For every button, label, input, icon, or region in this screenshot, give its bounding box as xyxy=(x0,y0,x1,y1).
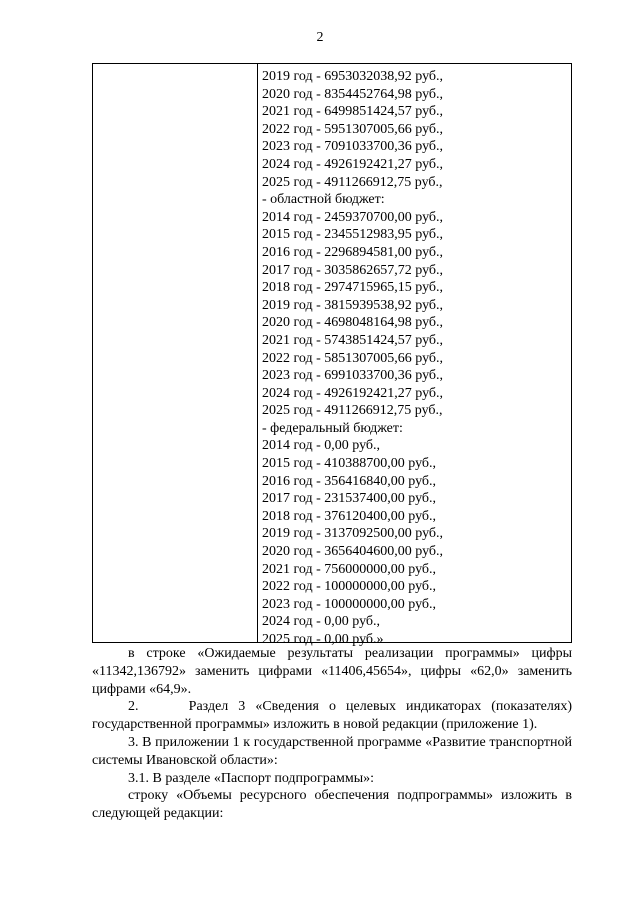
table-line: 2015 год - 410388700,00 руб., xyxy=(262,456,437,472)
body-text xyxy=(92,645,572,823)
table-line: 2025 год - 4911266912,75 руб., xyxy=(262,174,443,190)
funding-table xyxy=(92,63,572,647)
table-line: 2024 год - 0,00 руб., xyxy=(262,614,381,630)
table-line: 2022 год - 5851307005,66 руб., xyxy=(262,350,444,366)
table-line: 2017 год - 3035862657,72 руб., xyxy=(262,262,444,278)
table-line: 2022 год - 5951307005,66 руб., xyxy=(262,121,444,137)
table-line: 2016 год - 2296894581,00 руб., xyxy=(262,244,444,260)
table-right-cell xyxy=(258,64,571,647)
table-line: 2016 год - 356416840,00 руб., xyxy=(262,473,437,489)
page-number: 2 xyxy=(316,30,324,45)
table-line: 2018 год - 376120400,00 руб., xyxy=(262,508,437,524)
table-line: 2019 год - 6953032038,92 руб., xyxy=(262,69,444,84)
table-line: 2019 год - 3137092500,00 руб., xyxy=(262,526,444,542)
table-line: 2014 год - 0,00 руб., xyxy=(262,438,381,454)
table-line: 2018 год - 2974715965,15 руб., xyxy=(262,280,444,296)
table-line: 2025 год - 4911266912,75 руб., xyxy=(262,403,443,419)
table-line: - федеральный бюджет: xyxy=(262,420,403,436)
table-line: 2023 год - 6991033700,36 руб., xyxy=(262,368,444,384)
paragraph-section-3: 2. Раздел 3 «Сведения о целевых индикаторах (показателях) государственной программы» изложить в новой редакции (приложение 1). xyxy=(92,699,572,733)
table-line: 2015 год - 2345512983,95 руб., xyxy=(262,227,444,243)
paragraph-resource-row: строку «Объемы ресурсного обеспечения подпрограммы» изложить в следующей редакции: xyxy=(92,788,572,822)
table-line: 2020 год - 4698048164,98 руб., xyxy=(262,315,444,331)
table-line: 2021 год - 756000000,00 руб., xyxy=(262,561,437,577)
table-line: 2024 год - 4926192421,27 руб., xyxy=(262,156,444,172)
paragraph-passport-section: 3.1. В разделе «Паспорт подпрограммы»: xyxy=(128,770,375,786)
table-line: 2020 год - 8354452764,98 руб., xyxy=(262,86,444,102)
table-left-cell xyxy=(93,64,258,642)
paragraph-appendix-1: 3. В приложении 1 к государственной программе «Развитие транспортной системы Ивановской области»: xyxy=(92,734,572,768)
table-line: - областной бюджет: xyxy=(262,192,385,208)
table-line: 2024 год - 4926192421,27 руб., xyxy=(262,385,444,401)
table-line: 2023 год - 7091033700,36 руб., xyxy=(262,139,444,155)
table-line: 2014 год - 2459370700,00 руб., xyxy=(262,209,444,225)
paragraph-expected-results: в строке «Ожидаемые результаты реализации программы» цифры «11342,136792» заменить цифрами «11406,45654», цифры «62,0» заменить цифрами «64,9». xyxy=(92,646,572,697)
table-line: 2017 год - 231537400,00 руб., xyxy=(262,491,437,507)
table-line: 2021 год - 5743851424,57 руб., xyxy=(262,332,444,348)
table-line: 2025 год - 0,00 руб.» xyxy=(262,632,384,647)
table-line: 2023 год - 100000000,00 руб., xyxy=(262,596,437,612)
table-line: 2020 год - 3656404600,00 руб., xyxy=(262,544,444,560)
table-line: 2021 год - 6499851424,57 руб., xyxy=(262,104,444,120)
table-line: 2019 год - 3815939538,92 руб., xyxy=(262,297,444,313)
table-line: 2022 год - 100000000,00 руб., xyxy=(262,579,437,595)
